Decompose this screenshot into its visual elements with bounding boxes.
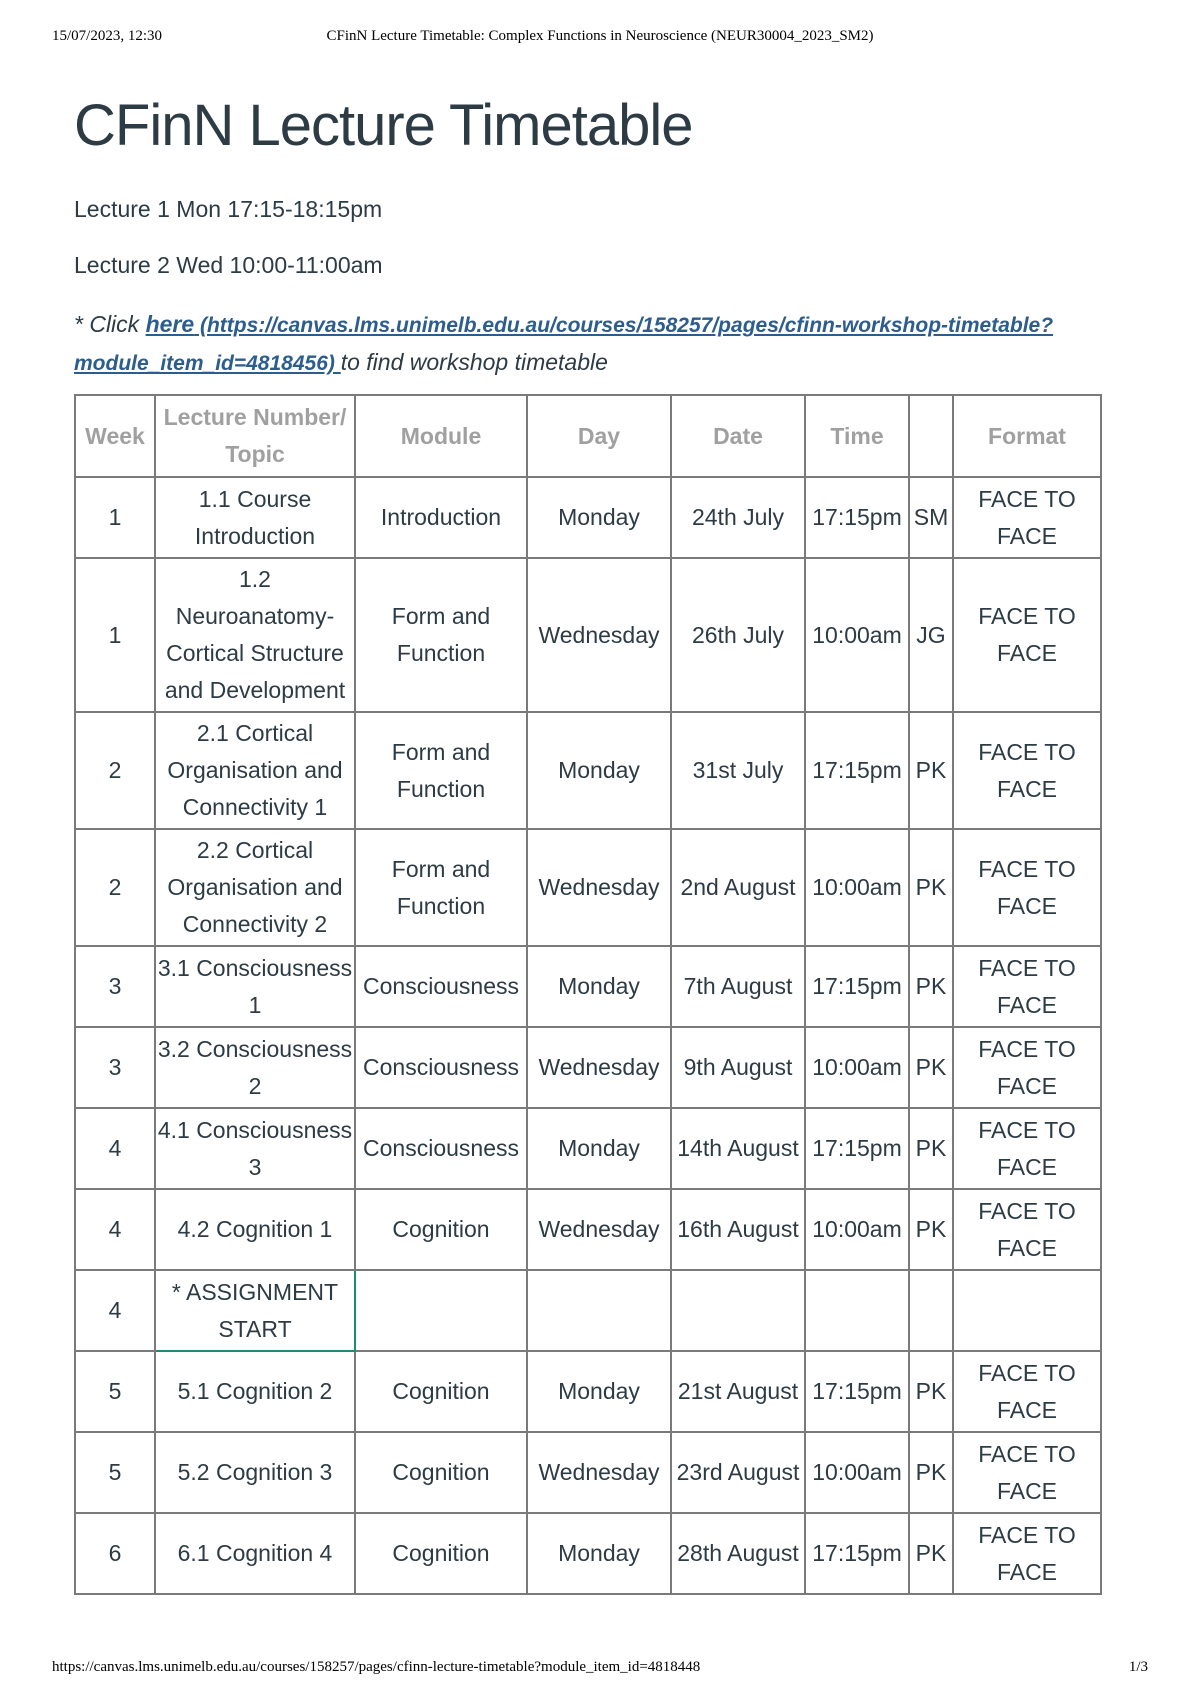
cell-week: 4	[75, 1108, 155, 1189]
cell-module: Form and Function	[355, 712, 527, 829]
cell-topic: 3.2 Consciousness 2	[155, 1027, 355, 1108]
cell-date	[671, 1270, 805, 1351]
cell-format: FACE TO FACE	[953, 1189, 1101, 1270]
cell-lecturer	[909, 1270, 953, 1351]
cell-topic-assignment-start: * ASSIGNMENT START	[155, 1270, 355, 1351]
cell-module: Cognition	[355, 1189, 527, 1270]
cell-day: Monday	[527, 1513, 671, 1594]
cell-day: Wednesday	[527, 829, 671, 946]
cell-time: 10:00am	[805, 1432, 909, 1513]
header-row	[75, 395, 1101, 477]
cell-topic: 1.2 Neuroanatomy- Cortical Structure and Development	[155, 558, 355, 712]
print-page-number: 1/3	[1128, 1659, 1148, 1675]
cell-week: 5	[75, 1432, 155, 1513]
cell-format	[953, 1270, 1101, 1351]
table-row	[75, 829, 1101, 946]
lecture-2-schedule: Lecture 2 Wed 10:00-11:00am	[74, 252, 383, 278]
cell-day: Wednesday	[527, 1189, 671, 1270]
print-datetime: 15/07/2023, 12:30	[52, 28, 163, 44]
cell-time: 17:15pm	[805, 1351, 909, 1432]
cell-date: 28th August	[671, 1513, 805, 1594]
cell-time	[805, 1270, 909, 1351]
cell-time: 17:15pm	[805, 712, 909, 829]
cell-format: FACE TO FACE	[953, 829, 1101, 946]
link-text: here	[145, 311, 195, 337]
cell-week: 5	[75, 1351, 155, 1432]
cell-date: 23rd August	[671, 1432, 805, 1513]
col-header-lecturer	[909, 395, 953, 477]
cell-lecturer: PK	[909, 1351, 953, 1432]
cell-day: Wednesday	[527, 1027, 671, 1108]
cell-topic: 1.1 Course Introduction	[155, 477, 355, 558]
cell-day: Wednesday	[527, 1432, 671, 1513]
table-row	[75, 1027, 1101, 1108]
cell-lecturer: PK	[909, 829, 953, 946]
cell-date: 14th August	[671, 1108, 805, 1189]
lecture-timetable	[74, 394, 1102, 1595]
cell-week: 6	[75, 1513, 155, 1594]
cell-time: 17:15pm	[805, 1108, 909, 1189]
cell-format: FACE TO FACE	[953, 1027, 1101, 1108]
cell-module: Cognition	[355, 1432, 527, 1513]
cell-date: 24th July	[671, 477, 805, 558]
cell-day: Monday	[527, 1108, 671, 1189]
table-row	[75, 1351, 1101, 1432]
cell-module: Cognition	[355, 1513, 527, 1594]
cell-date: 9th August	[671, 1027, 805, 1108]
cell-topic: 4.1 Consciousness 3	[155, 1108, 355, 1189]
table-row	[75, 1432, 1101, 1513]
cell-lecturer: SM	[909, 477, 953, 558]
cell-topic: 2.2 Cortical Organisation and Connectivity 2	[155, 829, 355, 946]
print-page-url: https://canvas.lms.unimelb.edu.au/courses/158257/pages/cfinn-lecture-timetable?module_item_id=4818448	[52, 1659, 701, 1675]
col-header-day: Day	[527, 395, 671, 477]
cell-date: 21st August	[671, 1351, 805, 1432]
cell-lecturer: PK	[909, 712, 953, 829]
cell-date: 31st July	[671, 712, 805, 829]
table-row	[75, 477, 1101, 558]
cell-format: FACE TO FACE	[953, 1108, 1101, 1189]
col-header-topic: Lecture Number/ Topic	[155, 395, 355, 477]
cell-day: Wednesday	[527, 558, 671, 712]
cell-time: 17:15pm	[805, 946, 909, 1027]
cell-day: Monday	[527, 946, 671, 1027]
link-url: (https://canvas.lms.unimelb.edu.au/courses/158257/pages/cfinn-workshop-timetable?module_item_id=4818456)	[74, 314, 1054, 375]
cell-topic: 5.1 Cognition 2	[155, 1351, 355, 1432]
cell-topic: 5.2 Cognition 3	[155, 1432, 355, 1513]
cell-week: 1	[75, 477, 155, 558]
cell-lecturer: PK	[909, 1189, 953, 1270]
cell-module: Form and Function	[355, 829, 527, 946]
cell-module: Introduction	[355, 477, 527, 558]
cell-topic: 2.1 Cortical Organisation and Connectivity 1	[155, 712, 355, 829]
cell-week: 2	[75, 712, 155, 829]
table-row	[75, 1270, 1101, 1351]
cell-date: 26th July	[671, 558, 805, 712]
cell-format: FACE TO FACE	[953, 1351, 1101, 1432]
col-header-date: Date	[671, 395, 805, 477]
note-suffix: to find workshop timetable	[340, 349, 608, 375]
cell-format: FACE TO FACE	[953, 558, 1101, 712]
cell-date: 7th August	[671, 946, 805, 1027]
cell-day: Monday	[527, 1351, 671, 1432]
cell-time: 17:15pm	[805, 1513, 909, 1594]
col-header-format: Format	[953, 395, 1101, 477]
cell-time: 10:00am	[805, 1027, 909, 1108]
cell-format: FACE TO FACE	[953, 712, 1101, 829]
cell-lecturer: PK	[909, 1513, 953, 1594]
table-row	[75, 558, 1101, 712]
col-header-time: Time	[805, 395, 909, 477]
lecture-1-schedule: Lecture 1 Mon 17:15-18:15pm	[74, 196, 383, 222]
print-page-title: CFinN Lecture Timetable: Complex Functions in Neuroscience (NEUR30004_2023_SM2)	[326, 28, 874, 44]
cell-lecturer: JG	[909, 558, 953, 712]
cell-time: 10:00am	[805, 1189, 909, 1270]
cell-week: 4	[75, 1189, 155, 1270]
cell-week: 2	[75, 829, 155, 946]
cell-topic: 4.2 Cognition 1	[155, 1189, 355, 1270]
cell-date: 16th August	[671, 1189, 805, 1270]
workshop-note	[74, 306, 1114, 382]
cell-day: Monday	[527, 477, 671, 558]
cell-topic: 6.1 Cognition 4	[155, 1513, 355, 1594]
cell-lecturer: PK	[909, 1108, 953, 1189]
table-row	[75, 1189, 1101, 1270]
cell-format: FACE TO FACE	[953, 477, 1101, 558]
print-header	[52, 28, 1148, 48]
cell-topic: 3.1 Consciousness 1	[155, 946, 355, 1027]
cell-day: Monday	[527, 712, 671, 829]
cell-lecturer: PK	[909, 946, 953, 1027]
cell-time: 10:00am	[805, 558, 909, 712]
cell-lecturer: PK	[909, 1432, 953, 1513]
cell-time: 17:15pm	[805, 477, 909, 558]
cell-module: Form and Function	[355, 558, 527, 712]
cell-week: 3	[75, 946, 155, 1027]
cell-module: Consciousness	[355, 1027, 527, 1108]
cell-day	[527, 1270, 671, 1351]
cell-format: FACE TO FACE	[953, 946, 1101, 1027]
col-header-week: Week	[75, 395, 155, 477]
print-footer	[52, 1659, 1148, 1679]
cell-week: 4	[75, 1270, 155, 1351]
cell-format: FACE TO FACE	[953, 1513, 1101, 1594]
cell-format: FACE TO FACE	[953, 1432, 1101, 1513]
cell-module: Consciousness	[355, 1108, 527, 1189]
cell-date: 2nd August	[671, 829, 805, 946]
cell-lecturer: PK	[909, 1027, 953, 1108]
cell-module	[355, 1270, 527, 1351]
cell-week: 3	[75, 1027, 155, 1108]
cell-module: Cognition	[355, 1351, 527, 1432]
note-prefix: * Click	[74, 311, 146, 337]
table-row	[75, 1513, 1101, 1594]
cell-module: Consciousness	[355, 946, 527, 1027]
cell-week: 1	[75, 558, 155, 712]
page-title: CFinN Lecture Timetable	[74, 93, 693, 158]
table-row	[75, 712, 1101, 829]
col-header-module: Module	[355, 395, 527, 477]
cell-time: 10:00am	[805, 829, 909, 946]
table-row	[75, 1108, 1101, 1189]
table-row	[75, 946, 1101, 1027]
